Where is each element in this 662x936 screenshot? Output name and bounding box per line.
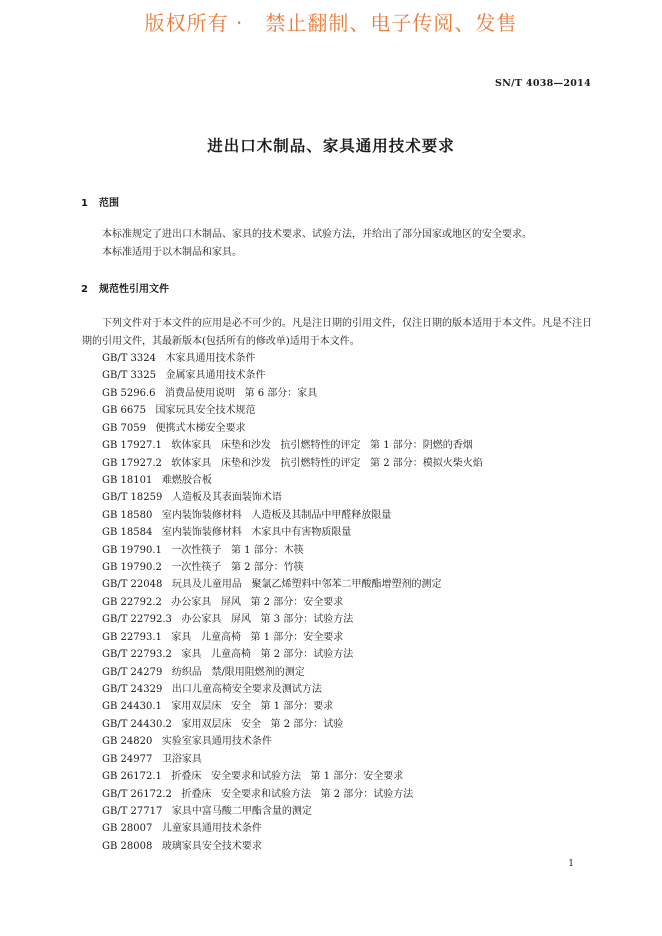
reference-item: GB/T 18259 人造板及其表面装饰术语	[102, 492, 282, 504]
page-number: 1	[568, 859, 574, 869]
reference-item: GB/T 27717 家具中富马酸二甲酯含量的测定	[102, 805, 312, 817]
scope-paragraph-1	[82, 226, 592, 244]
document-title: 进出口木制品、家具通用技术要求	[207, 137, 455, 155]
reference-item: GB 5296.6 消费品使用说明 第 6 部分：家具	[102, 387, 318, 399]
reference-item: GB/T 24430.2 家用双层床 安全 第 2 部分：试验	[102, 718, 344, 730]
reference-item: GB/T 22048 玩具及儿童用品 聚氯乙烯塑料中邻苯二甲酸酯增塑剂的测定	[102, 579, 442, 591]
reference-item: GB 22792.2 办公家具 屏风 第 2 部分：安全要求	[102, 596, 344, 608]
standard-code: SN/T 4038—2014	[495, 78, 591, 89]
scope-paragraph-2	[82, 244, 592, 262]
section-2-number: 2	[81, 284, 88, 295]
reference-item: GB/T 26172.2 折叠床 安全要求和试验方法 第 2 部分：试验方法	[102, 788, 414, 800]
reference-item: GB 6675 国家玩具安全技术规范	[102, 405, 256, 417]
reference-item: GB 28007 儿童家具通用技术条件	[102, 823, 262, 835]
section-2-title: 规范性引用文件	[99, 284, 169, 295]
reference-item: GB 24820 实验室家具通用技术条件	[102, 736, 272, 748]
scope-text-1: 本标准规定了进出口木制品、家具的技术要求、试验方法，并给出了部分国家或地区的安全要求。	[102, 229, 532, 240]
reference-item: GB 17927.2 软体家具 床垫和沙发 抗引燃特性的评定 第 2 部分：模拟火柴火焰	[102, 457, 483, 469]
reference-item: GB 18584 室内装饰装修材料 木家具中有害物质限量	[102, 527, 352, 539]
reference-item: GB 22793.1 家具 儿童高椅 第 1 部分：安全要求	[102, 631, 344, 643]
watermark-banner: 版权所有 · 禁止翻制、电子传阅、发售	[144, 11, 518, 35]
reference-list	[102, 350, 483, 855]
reference-item: GB 18101 难燃胶合板	[102, 474, 212, 486]
reference-item: GB 19790.2 一次性筷子 第 2 部分：竹筷	[102, 562, 304, 574]
reference-item: GB 24430.1 家用双层床 安全 第 1 部分：要求	[102, 701, 334, 713]
reference-item: GB 24977 卫浴家具	[102, 753, 202, 765]
references-intro	[82, 315, 592, 350]
reference-item: GB/T 22792.3 办公家具 屏风 第 3 部分：试验方法	[102, 614, 354, 626]
reference-item: GB 18580 室内装饰装修材料 人造板及其制品中甲醛释放限量	[102, 509, 392, 521]
reference-item: GB/T 3325 金属家具通用技术条件	[102, 370, 266, 382]
reference-item: GB 7059 便携式木梯安全要求	[102, 422, 246, 434]
scope-text-2: 本标准适用于以木制品和家具。	[102, 246, 242, 258]
reference-item: GB/T 24279 纺织品 禁/限用阻燃剂的测定	[102, 666, 305, 678]
reference-item: GB 17927.1 软体家具 床垫和沙发 抗引燃特性的评定 第 1 部分：阴燃的香烟	[102, 440, 473, 452]
reference-item: GB/T 3324 木家具通用技术条件	[102, 353, 256, 364]
reference-item: GB/T 22793.2 家具 儿童高椅 第 2 部分：试验方法	[102, 649, 354, 661]
section-2-heading	[81, 280, 169, 295]
section-1-title: 范围	[99, 198, 119, 209]
reference-item: GB 19790.1 一次性筷子 第 1 部分：木筷	[102, 544, 304, 556]
reference-item: GB 28008 玻璃家具安全技术要求	[102, 840, 262, 852]
section-1-heading	[81, 194, 119, 209]
section-1-number: 1	[81, 198, 88, 209]
reference-item: GB/T 24329 出口儿童高椅安全要求及测试方法	[102, 684, 322, 696]
references-intro-text: 下列文件对于本文件的应用是必不可少的。凡是注日期的引用文件，仅注日期的版本适用于本文件。凡是不注日期的引用文件，其最新版本(包括所有的修改单)适用于本文件。	[82, 318, 592, 347]
reference-item: GB 26172.1 折叠床 安全要求和试验方法 第 1 部分：安全要求	[102, 771, 404, 783]
